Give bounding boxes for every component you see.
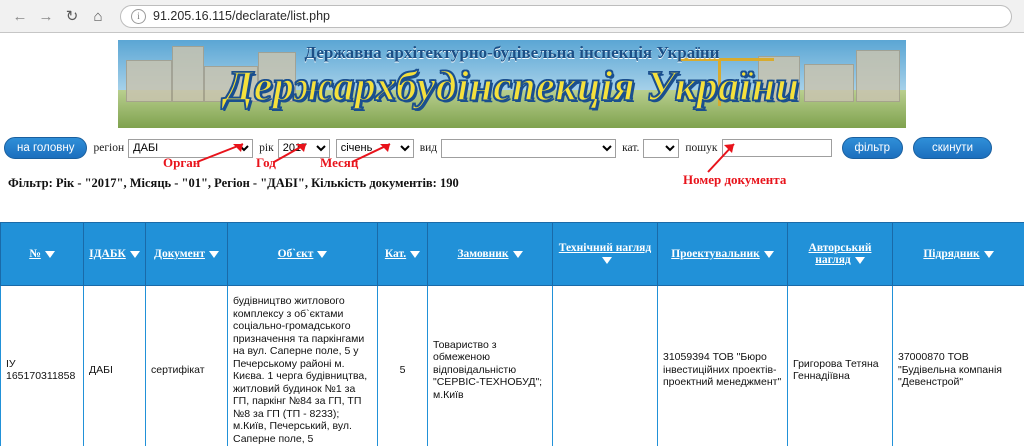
banner-title: Держархбудінспекція України — [224, 64, 800, 110]
forward-icon[interactable]: → — [38, 7, 54, 25]
url-text: 91.205.16.115/declarate/list.php — [153, 9, 330, 23]
arrow-to-year — [272, 140, 316, 164]
sort-icon[interactable] — [984, 251, 994, 258]
site-banner — [118, 40, 906, 128]
cell-object: будівництво житлового комплексу з об`єктами соціально-громадського призначення та паркінгами на вул. Саперне поле, 5 у Печерському районі м. Києва. 1 черга будівництва, житловий будинок №1 за ГП, паркінг №84 за ГП, ТП №8 за ГП (ТП - 8233); м.Київ, Печерський, вул. Саперне поле, 5 — [228, 286, 378, 446]
filter-summary: Фільтр: Рік - "2017", Місяць - "01", Регіон - "ДАБІ", Кількість документів: 190 — [8, 176, 459, 190]
cell-contractor: 37000870 ТОВ "Будівельна компанія "Девенстрой" — [893, 286, 1024, 446]
results-table — [0, 222, 1024, 446]
banner-subtitle: Державна архітектурно-будівельна інспекція України — [304, 43, 720, 62]
column-header-idabk[interactable]: ІДАБК — [84, 223, 146, 286]
cell-tech-supervision — [553, 286, 658, 446]
column-header-author-supervision[interactable]: Авторський нагляд — [788, 223, 893, 286]
table-row[interactable] — [1, 286, 1024, 446]
year-label: рік — [259, 142, 274, 154]
table-header-row — [1, 223, 1024, 286]
cell-category: 5 — [378, 286, 428, 446]
address-bar[interactable] — [120, 5, 1012, 28]
sort-icon[interactable] — [130, 251, 140, 258]
info-icon: i — [131, 9, 146, 24]
home-button[interactable]: на головну — [4, 137, 87, 159]
column-header-designer[interactable]: Проектувальник — [658, 223, 788, 286]
sort-icon[interactable] — [764, 251, 774, 258]
annotation-document-number: Номер документа — [683, 172, 787, 187]
home-icon[interactable]: ⌂ — [93, 7, 103, 25]
type-label: вид — [419, 142, 438, 154]
cell-designer: 31059394 ТОВ "Бюро інвестиційних проектів-проектний менеджмент" — [658, 286, 788, 446]
reload-icon[interactable]: ↻ — [65, 8, 79, 25]
sort-icon[interactable] — [317, 251, 327, 258]
column-header-document[interactable]: Документ — [146, 223, 228, 286]
filter-button[interactable]: фільтр — [842, 137, 903, 159]
annotation-month: Месяц — [320, 155, 359, 170]
column-header-category[interactable]: Кат. — [378, 223, 428, 286]
sort-icon[interactable] — [602, 257, 612, 264]
column-header-customer[interactable]: Замовник — [428, 223, 553, 286]
filter-toolbar — [0, 134, 1024, 162]
search-label: пошук — [685, 142, 718, 154]
sort-icon[interactable] — [410, 251, 420, 258]
cell-author-supervision: Григорова Тетяна Геннадіївна — [788, 286, 893, 446]
sort-icon[interactable] — [209, 251, 219, 258]
region-label: регіон — [93, 142, 125, 154]
type-select[interactable] — [441, 139, 616, 158]
sort-icon[interactable] — [45, 251, 55, 258]
column-header-number[interactable]: № — [1, 223, 84, 286]
arrow-to-region — [195, 140, 255, 164]
back-icon[interactable]: ← — [12, 7, 28, 25]
browser-toolbar — [0, 0, 1024, 33]
annotation-organ: Орган — [163, 155, 201, 170]
column-header-object[interactable]: Об`єкт — [228, 223, 378, 286]
cell-idabk: ДАБІ — [84, 286, 146, 446]
cell-number: ІУ 165170311858 — [1, 286, 84, 446]
sort-icon[interactable] — [855, 257, 865, 264]
arrow-to-search — [700, 140, 742, 174]
sort-icon[interactable] — [513, 251, 523, 258]
cell-document: сертифікат — [146, 286, 228, 446]
category-label: кат. — [622, 142, 640, 154]
cell-customer: Товариство з обмеженою відповідальністю "СЕРВІС-ТЕХНОБУД"; м.Київ — [428, 286, 553, 446]
category-select[interactable] — [643, 139, 679, 158]
column-header-tech-supervision[interactable]: Технічний нагляд — [553, 223, 658, 286]
reset-button[interactable]: скинути — [913, 137, 992, 159]
annotation-year: Год — [256, 155, 276, 170]
column-header-contractor[interactable]: Підрядник — [893, 223, 1024, 286]
